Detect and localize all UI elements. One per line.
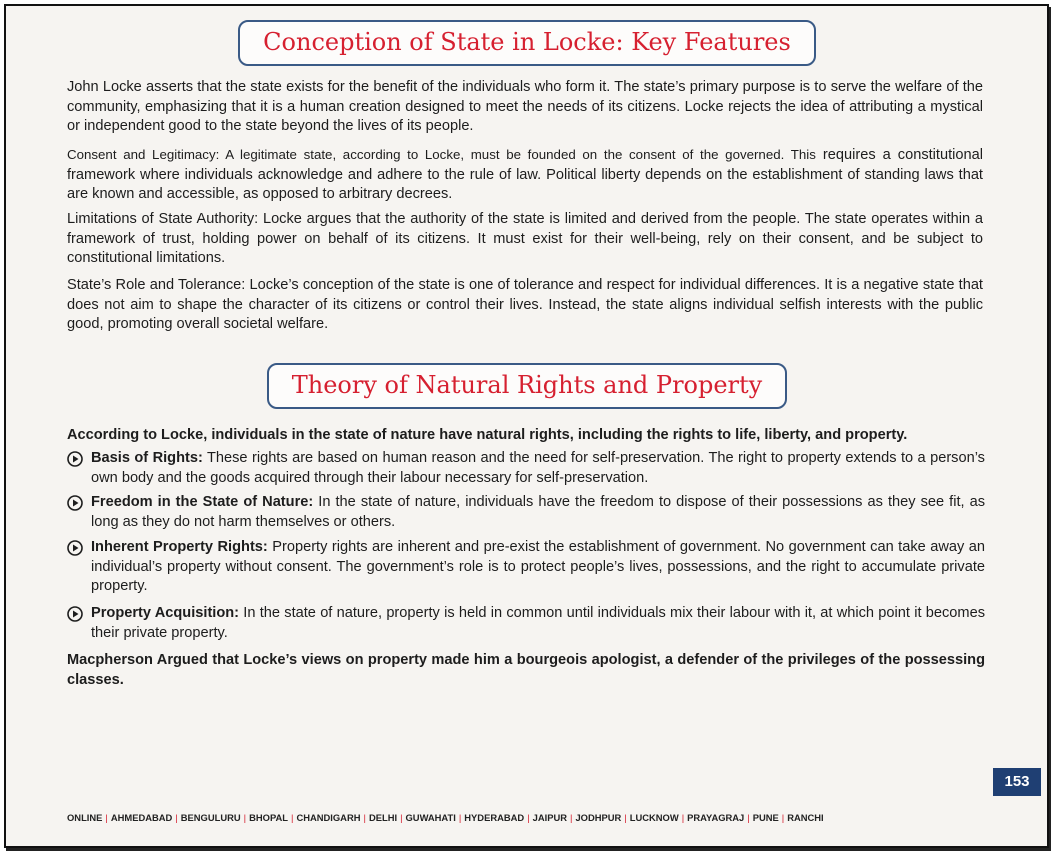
play-arrow-icon [67, 606, 83, 622]
bullet-label: Freedom in the State of Nature: [91, 494, 314, 510]
footer-separator: | [681, 812, 685, 823]
bullet-text: In the state of nature, individuals have the freedom to dispose of their possessions as they see fit, as long as they do not harm themselves or others. [91, 494, 986, 530]
bullet-text: Property rights are inherent and pre-exist the establishment of government. No government can take away an individual’s property without consent. The government’s role is to protect people’s lives, possessions, and the right to accumulate private property. [91, 539, 985, 594]
footer-city: LUCKNOW [629, 812, 679, 823]
footer-separator: | [363, 812, 366, 823]
section-title-natural-rights: Theory of Natural Rights and Property [267, 363, 787, 409]
footer-separator: | [570, 812, 573, 823]
footer-separator: | [175, 812, 178, 823]
footer-separator: | [781, 812, 785, 823]
footer-city: ONLINE [67, 812, 103, 823]
footer-city: AHMEDABAD [110, 812, 173, 823]
bullet-label: Property Acquisition: [91, 605, 240, 621]
list-item [67, 604, 985, 643]
footer-city: PRAYAGRAJ [687, 812, 745, 823]
footer-city: BENGULURU [180, 812, 241, 823]
footer-separator: | [291, 812, 294, 823]
footer-cities [67, 812, 1037, 823]
bullet-text: These rights are based on human reason and the need for self-preservation. The right to property extends to a person’s own body and the goods acquired through their labour necessary for self-preservation. [91, 450, 985, 486]
paragraph-tolerance: State’s Role and Tolerance: Locke’s conception of the state is one of tolerance and respect for individual differences. It is a negative state that does not aim to shape the character of its citizens or control their lives. Instead, the state aligns individual selfish interests with the public good, promoting overall societal welfare. [67, 277, 983, 332]
footer-city: PUNE [752, 812, 779, 823]
footer-city: JODHPUR [575, 812, 622, 823]
footer-separator: | [747, 812, 750, 823]
section-title-state-conception: Conception of State in Locke: Key Features [238, 20, 816, 66]
bullet-text: In the state of nature, property is held in common until individuals mix their labour with it, at which point it becomes their private property. [91, 605, 985, 641]
footer-city: DELHI [368, 812, 398, 823]
footer-separator: | [527, 812, 530, 823]
paragraph-limitations: Limitations of State Authority: Locke argues that the authority of the state is limited and derived from the people. The state operates within a framework of trust, holding power on behalf of its citizens. It must exist for their well-being, rely on their consent, and be subject to constitutional limitations. [67, 211, 983, 266]
footer-city: HYDERABAD [464, 812, 525, 823]
footer-separator: | [243, 812, 247, 823]
footer-city: GUWAHATI [405, 812, 456, 823]
paragraph-consent-lead: Consent and Legitimacy: A legitimate state, according to Locke, must be founded on the consent of the governed. This [67, 147, 816, 162]
footer-separator: | [105, 812, 108, 823]
play-arrow-icon [67, 495, 83, 511]
natural-rights-intro: According to Locke, individuals in the state of nature have natural rights, including the rights to life, liberty, and property. [67, 427, 908, 443]
document-page [4, 4, 1049, 848]
footer-city: BHOPAL [249, 812, 288, 823]
footer-city: RANCHI [787, 812, 824, 823]
list-item [67, 538, 985, 597]
footer-city: JAIPUR [532, 812, 568, 823]
macpherson-note: Macpherson Argued that Locke’s views on property made him a bourgeois apologist, a defender of the privileges of the possessing classes. [67, 652, 985, 688]
list-item [67, 449, 985, 488]
play-arrow-icon [67, 451, 83, 467]
list-item [67, 493, 985, 532]
paragraph-consent [67, 145, 983, 205]
paragraph-consent-rest: requires a constitutional framework where individuals acknowledge and adhere to the rule of law. Political liberty depends on the establishment of standing laws that are known and accessible, as opposed to arbitrary decrees. [67, 147, 983, 202]
bullet-label: Basis of Rights: [91, 450, 203, 466]
footer-separator: | [400, 812, 403, 823]
bullet-label: Inherent Property Rights: [91, 539, 268, 555]
footer-city: CHANDIGARH [296, 812, 361, 823]
footer-separator: | [624, 812, 627, 823]
paragraph-intro: John Locke asserts that the state exists for the benefit of the individuals who form it. The state’s primary purpose is to serve the welfare of the community, emphasizing that it is a human creation designed to meet the needs of its citizens. Locke rejects the idea of attributing a mystical or independent good to the state beyond the lives of its people. [67, 79, 983, 134]
play-arrow-icon [67, 540, 83, 556]
page-number: 153 [993, 768, 1041, 796]
footer-separator: | [458, 812, 462, 823]
